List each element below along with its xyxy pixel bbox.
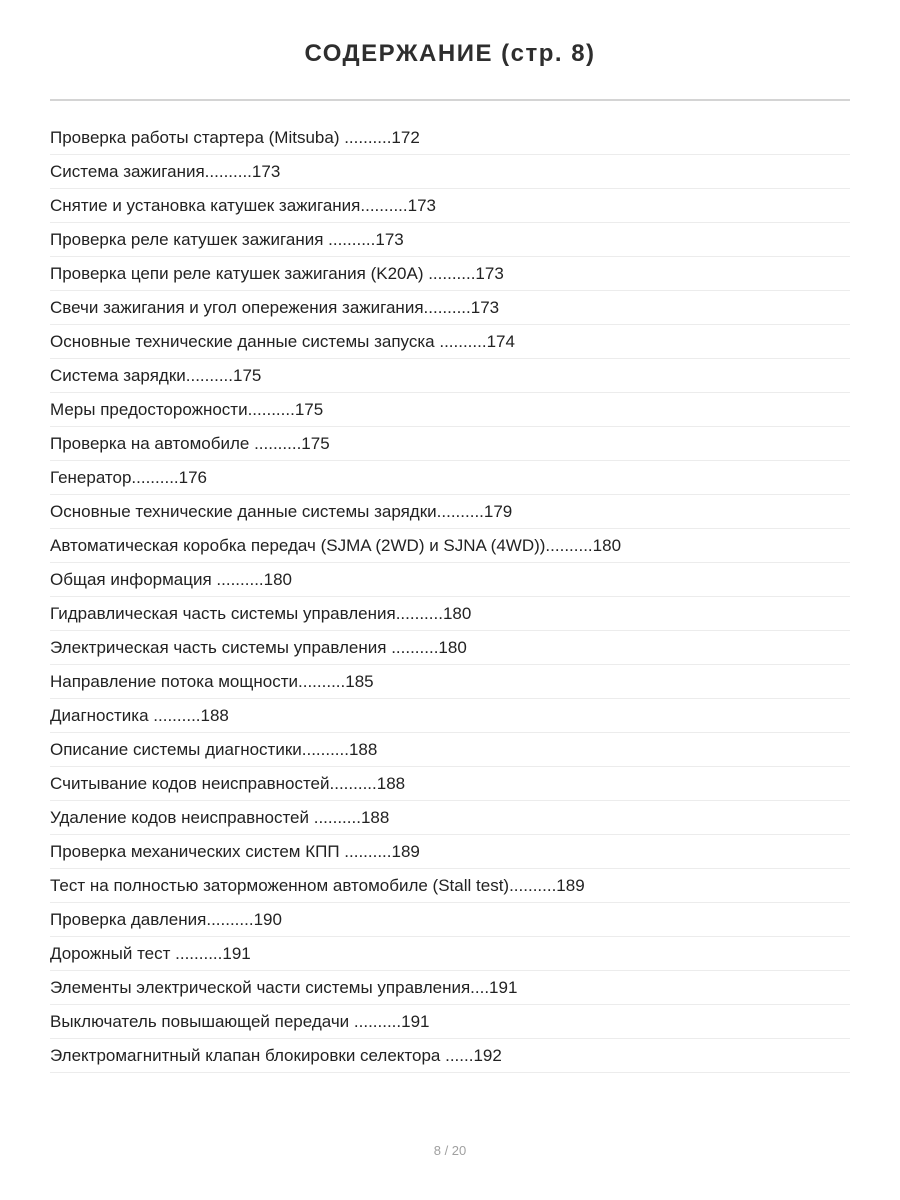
toc-entry: Проверка давления..........190 [50,903,850,937]
toc-entry: Электромагнитный клапан блокировки селектора ......192 [50,1039,850,1073]
toc-entry: Гидравлическая часть системы управления..........180 [50,597,850,631]
toc-entry: Проверка работы стартера (Mitsuba) ..........172 [50,121,850,155]
toc-entry: Удаление кодов неисправностей ..........188 [50,801,850,835]
toc-entry: Электрическая часть системы управления ..........180 [50,631,850,665]
toc-entry: Свечи зажигания и угол опережения зажигания..........173 [50,291,850,325]
toc-entry: Проверка реле катушек зажигания ..........173 [50,223,850,257]
toc-entry: Проверка механических систем КПП ..........189 [50,835,850,869]
toc-entry: Автоматическая коробка передач (SJMA (2WD) и SJNA (4WD))..........180 [50,529,850,563]
toc-entry: Основные технические данные системы запуска ..........174 [50,325,850,359]
toc-entry: Система зарядки..........175 [50,359,850,393]
toc-entry: Генератор..........176 [50,461,850,495]
page-indicator: 8 / 20 [433,1143,467,1158]
toc-entry: Диагностика ..........188 [50,699,850,733]
toc-entry: Описание системы диагностики..........188 [50,733,850,767]
toc-list [50,121,850,1073]
toc-entry: Общая информация ..........180 [50,563,850,597]
title-divider [50,99,850,101]
toc-entry: Тест на полностью заторможенном автомобиле (Stall test)..........189 [50,869,850,903]
toc-entry: Основные технические данные системы зарядки..........179 [50,495,850,529]
toc-entry: Снятие и установка катушек зажигания..........173 [50,189,850,223]
toc-entry: Считывание кодов неисправностей..........188 [50,767,850,801]
toc-entry: Направление потока мощности..........185 [50,665,850,699]
toc-entry: Дорожный тест ..........191 [50,937,850,971]
page-title: СОДЕРЖАНИЕ (стр. 8) [304,40,596,67]
toc-entry: Выключатель повышающей передачи ..........191 [50,1005,850,1039]
toc-entry: Меры предосторожности..........175 [50,393,850,427]
toc-entry: Проверка на автомобиле ..........175 [50,427,850,461]
toc-entry: Элементы электрической части системы управления....191 [50,971,850,1005]
toc-entry: Система зажигания..........173 [50,155,850,189]
toc-entry: Проверка цепи реле катушек зажигания (K20A) ..........173 [50,257,850,291]
